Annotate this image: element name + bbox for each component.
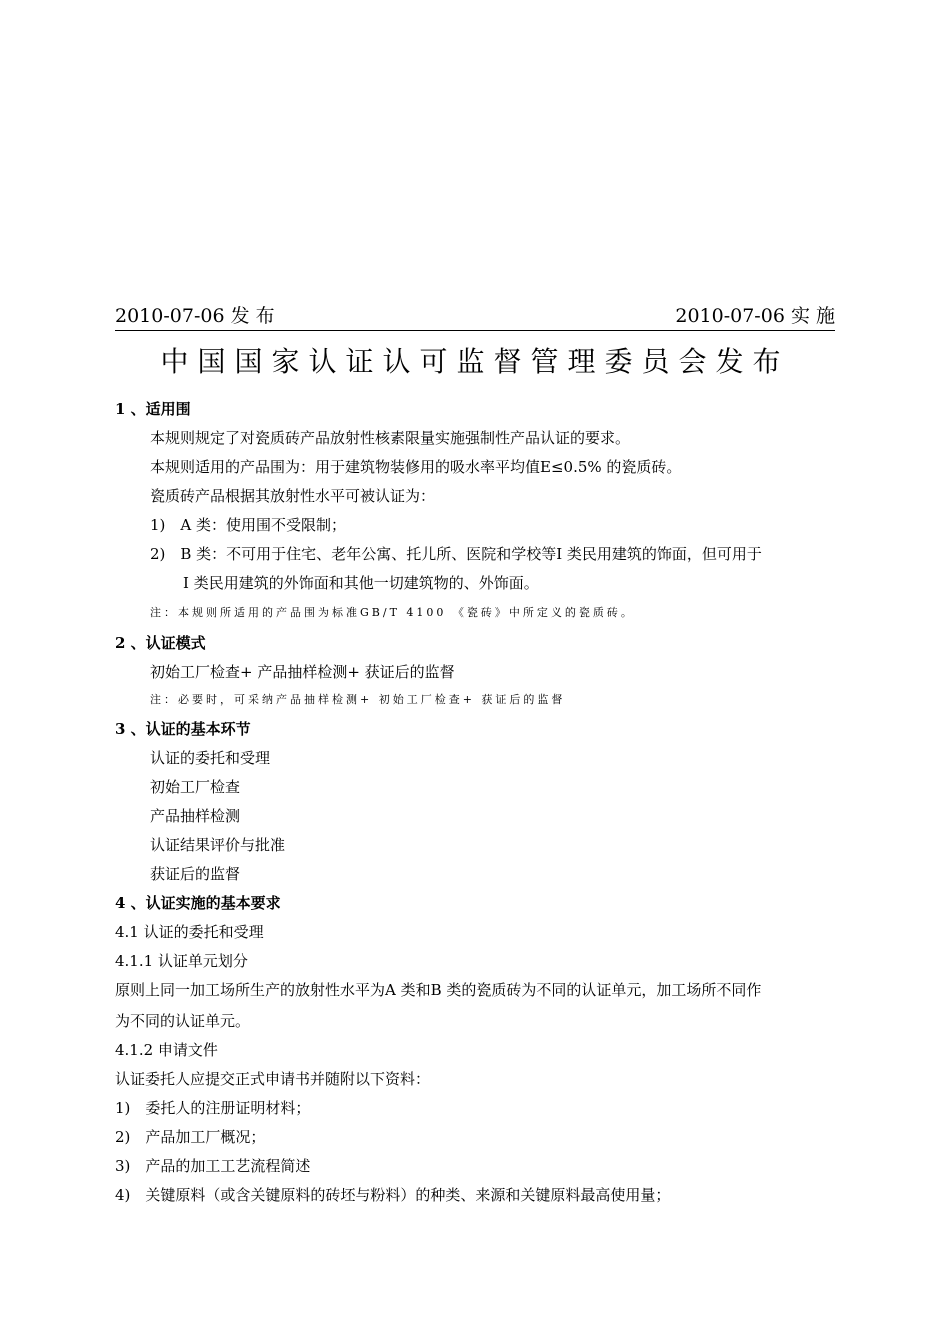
list-item-continuation: I 类民用建筑的外饰面和其他一切建筑物的、外饰面。 [183,574,539,592]
body-line: 初始工厂检查+ 产品抽样检测+ 获证后的监督 [150,663,455,681]
list-item: 1) 委托人的注册证明材料； [115,1099,311,1117]
body-line: 本规则适用的产品围为：用于建筑物装修用的吸水率平均值E≤0.5% 的瓷质砖。 [150,458,682,476]
section-heading-3: 3 、认证的基本环节 [115,720,251,738]
list-item: 认证的委托和受理 [150,749,271,767]
list-item: 4) 关键原料（或含关键原料的砖坯与粉料）的种类、来源和关键原料最高使用量； [115,1186,671,1204]
list-item: 产品抽样检测 [150,807,241,825]
effective-date: 2010-07-06 实 施 [675,305,835,327]
list-item: 3) 产品的加工工艺流程简述 [115,1157,311,1175]
section-heading-1: 1 、适用围 [115,400,191,418]
body-line: 瓷质砖产品根据其放射性水平可被认证为： [150,487,436,505]
note-line: 注：本规则所适用的产品围为标准GB/T 4100 《瓷砖》中所定义的瓷质砖。 [150,606,635,619]
note-line: 注：必要时，可采纳产品抽样检测+ 初始工厂检查+ 获证后的监督 [150,693,566,706]
list-item: 2) B 类：不可用于住宅、老年公寓、托儿所、医院和学校等I 类民用建筑的饰面，但可用于 [150,545,762,563]
date-row [115,302,835,331]
publish-date: 2010-07-06 发 布 [115,305,275,327]
list-item: 2) 产品加工厂概况； [115,1128,266,1146]
document-title: 中国国家认证认可监督管理委员会发布 [160,345,790,378]
section-heading-2: 2 、认证模式 [115,634,206,652]
subsection-heading: 4.1.1 认证单元划分 [115,952,248,970]
list-item: 获证后的监督 [150,865,241,883]
list-item: 认证结果评价与批准 [150,836,286,854]
body-line: 本规则规定了对瓷质砖产品放射性核素限量实施强制性产品认证的要求。 [150,429,631,447]
body-line: 原则上同一加工场所生产的放射性水平为A 类和B 类的瓷质砖为不同的认证单元，加工场所不同作 [115,981,762,999]
subsection-heading: 4.1 认证的委托和受理 [115,923,264,941]
list-item: 初始工厂检查 [150,778,241,796]
body-line: 为不同的认证单元。 [115,1012,251,1030]
section-heading-4: 4 、认证实施的基本要求 [115,894,281,912]
subsection-heading: 4.1.2 申请文件 [115,1041,218,1059]
list-item: 1) A 类：使用围不受限制； [150,516,346,534]
body-line: 认证委托人应提交正式申请书并随附以下资料： [115,1070,431,1088]
